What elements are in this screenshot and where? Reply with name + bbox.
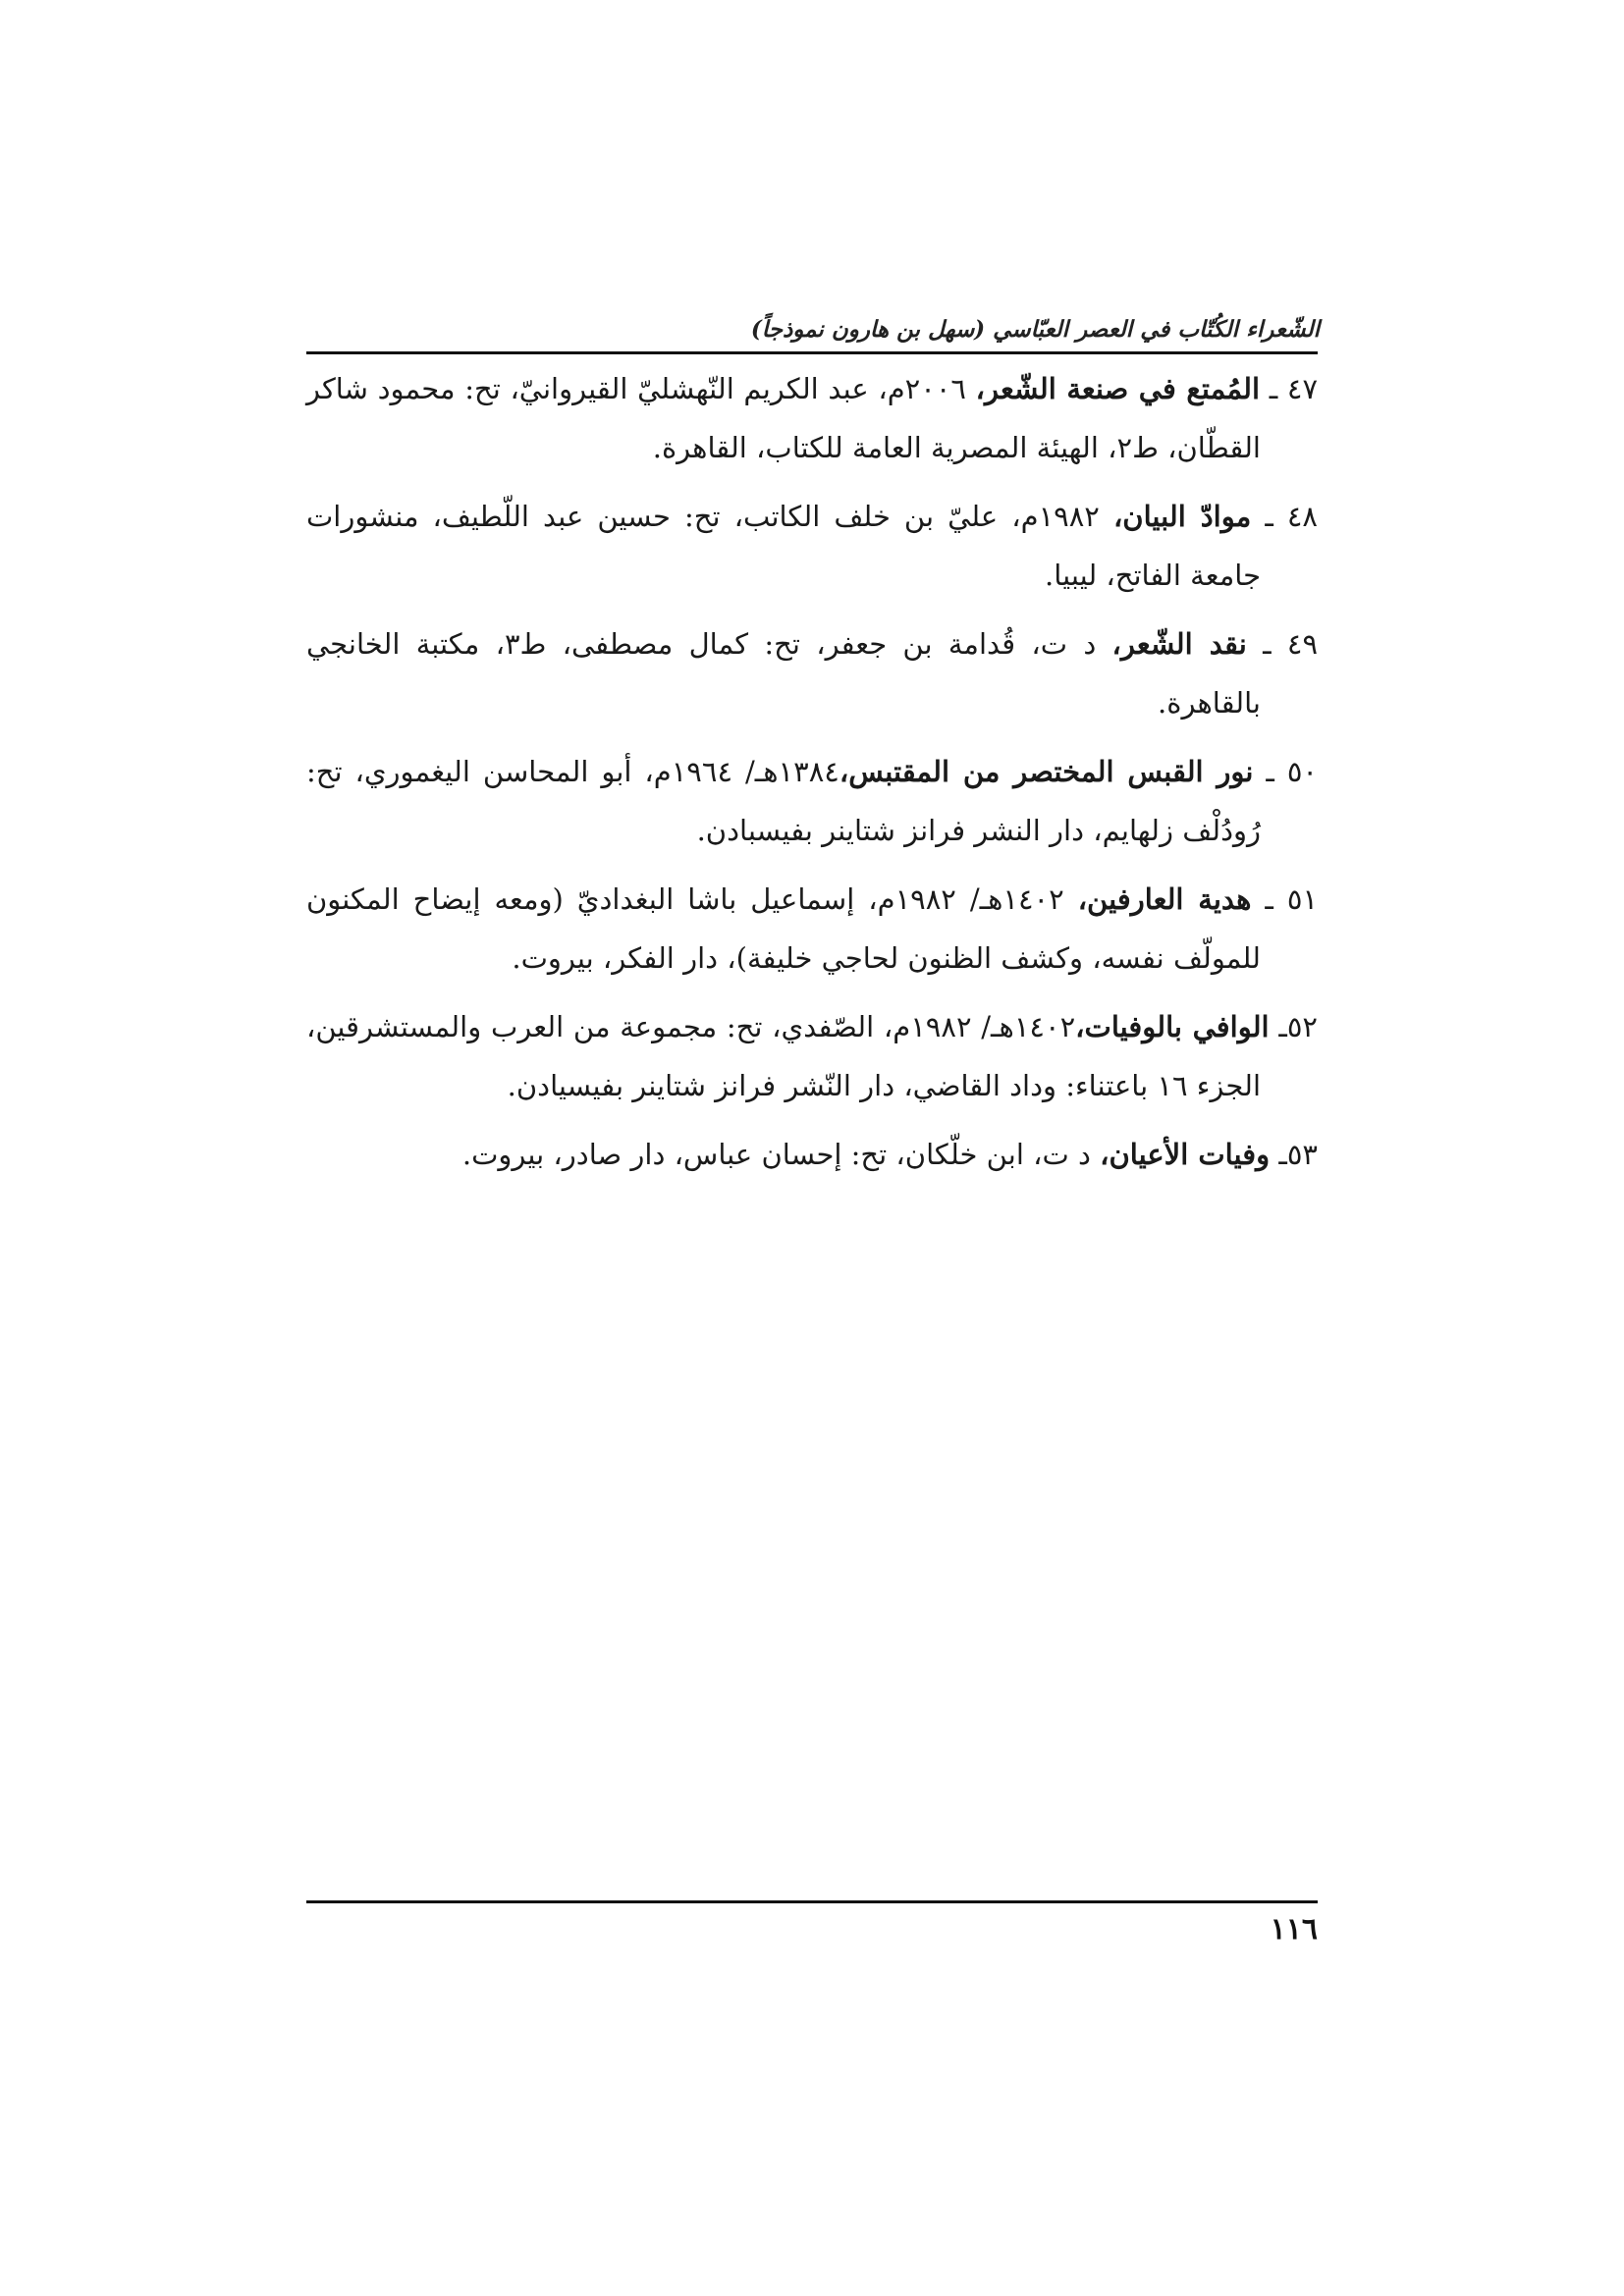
running-header: الشّعراء الكُتّاب في العصر العبّاسي (سهل بن هارون نموذجاً) [750,316,1320,343]
bibliography-entry-51 [306,870,1318,988]
entry-details: ١٤٠٢هـ/ ١٩٨٢م، إسماعيل باشا البغداديّ (ومعه إيضاح المكنون للمولّف نفسه، وكشف الظنون لحاجي خليفة)، دار الفكر، بيروت. [306,882,1261,975]
bibliography-entry-49 [306,614,1318,732]
entry-details: ١٤٠٢هـ/ ١٩٨٢م، الصّفدي، تح: مجموعة من العرب والمستشرقين، الجزء ١٦ باعتناء: وداد القاضي، دار النّشر فرانز شتاينر بفيسيادن. [306,1010,1261,1102]
header-rule [306,351,1318,354]
entry-number: ٥٢ـ [1278,1010,1318,1043]
bibliography-entry-53 [306,1125,1318,1184]
entry-number: ٥٣ـ [1278,1138,1318,1171]
bibliography-entry-47 [306,359,1318,477]
entry-title: المُمتع في صنعة الشّعر، [975,372,1261,405]
footer-rule [306,1900,1318,1903]
bibliography-entry-50 [306,742,1318,860]
bibliography-entry-52 [306,997,1318,1115]
entry-details: د ت، قُدامة بن جعفر، تح: كمال مصطفى، ط٣، مكتبة الخانجي بالقاهرة. [306,627,1261,720]
entry-title: نور القبس المختصر من المقتبس، [839,755,1254,788]
entry-title: الوافي بالوفيات، [1075,1010,1270,1043]
entry-details: ١٣٨٤هـ/ ١٩٦٤م، أبو المحاسن اليغموري، تح: رُودُلْف زلهايم، دار النشر فرانز شتاينر بفيسبادن. [306,755,1261,847]
page-number: ١١٦ [1270,1912,1318,1947]
entry-details: ١٩٨٢م، عليّ بن خلف الكاتب، تح: حسين عبد اللّطيف، منشورات جامعة الفاتح، ليبيا. [306,500,1261,592]
entry-number: ٤٩ ـ [1263,627,1319,661]
entry-number: ٥٠ ـ [1266,755,1319,788]
bibliography-list [306,359,1318,1194]
entry-title: موادّ البيان، [1112,500,1252,533]
entry-title: وفيات الأعيان، [1100,1138,1271,1171]
entry-details: ٢٠٠٦م، عبد الكريم النّهشليّ القيروانيّ، تح: محمود شاكر القطّان، ط٢، الهيئة المصرية العامة للكتاب، القاهرة. [306,372,1261,464]
entry-details: د ت، ابن خلّكان، تح: إحسان عباس، دار صادر، بيروت. [461,1138,1101,1171]
entry-title: نقد الشّعر، [1111,627,1247,661]
entry-number: ٤٧ ـ [1269,372,1319,405]
bibliography-entry-48 [306,487,1318,605]
entry-number: ٤٨ ـ [1265,500,1319,533]
entry-number: ٥١ ـ [1265,882,1319,916]
entry-title: هدية العارفين، [1077,882,1252,916]
